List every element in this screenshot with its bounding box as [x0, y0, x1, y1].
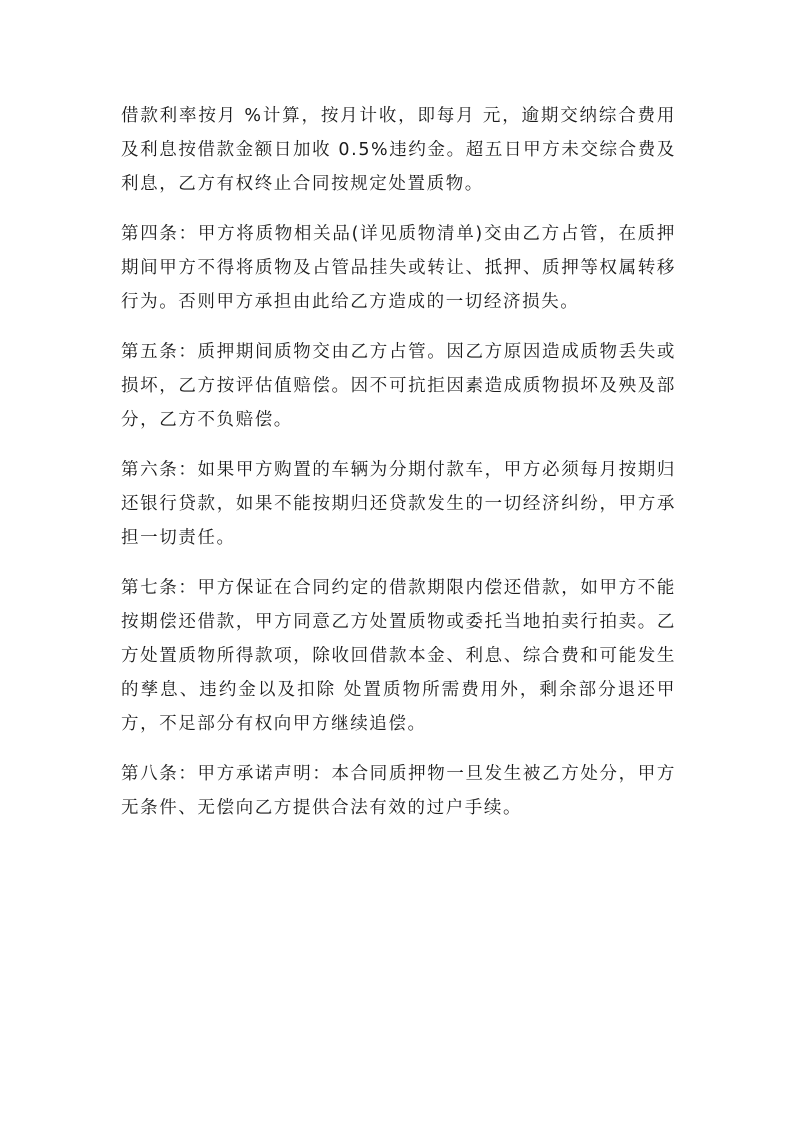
paragraph-interest-rate: 借款利率按月 %计算，按月计收，即每月 元，逾期交纳综合费用及利息按借款金额日加收 0.5%违约金。超五日甲方未交综合费及利息，乙方有权终止合同按规定处置质物。 — [121, 106, 676, 194]
document-body — [121, 99, 676, 841]
paragraph-article-8: 第八条：甲方承诺声明：本合同质押物一旦发生被乙方处分，甲方无条件、无偿向乙方提供合法有效的过户手续。 — [121, 764, 676, 818]
paragraph-article-4: 第四条：甲方将质物相关品(详见质物清单)交由乙方占管，在质押期间甲方不得将质物及占管品挂失或转让、抵押、质押等权属转移行为。否则甲方承担由此给乙方造成的一切经济损失。 — [121, 224, 676, 312]
paragraph-article-6: 第六条：如果甲方购置的车辆为分期付款车，甲方必须每月按期归还银行贷款，如果不能按期归还贷款发生的一切经济纠纷，甲方承担一切责任。 — [121, 460, 676, 548]
paragraph-article-5: 第五条：质押期间质物交由乙方占管。因乙方原因造成质物丢失或损坏，乙方按评估值赔偿。因不可抗拒因素造成质物损坏及殃及部分，乙方不负赔偿。 — [121, 342, 676, 430]
paragraph-article-7: 第七条：甲方保证在合同约定的借款期限内偿还借款，如甲方不能按期偿还借款，甲方同意乙方处置质物或委托当地拍卖行拍卖。乙方处置质物所得款项，除收回借款本金、利息、综合费和可能发生的孳息、违约金以及扣除 处置质物所需费用外，剩余部分退还甲方，不足部分有权向甲方继续追偿。 — [121, 578, 676, 734]
